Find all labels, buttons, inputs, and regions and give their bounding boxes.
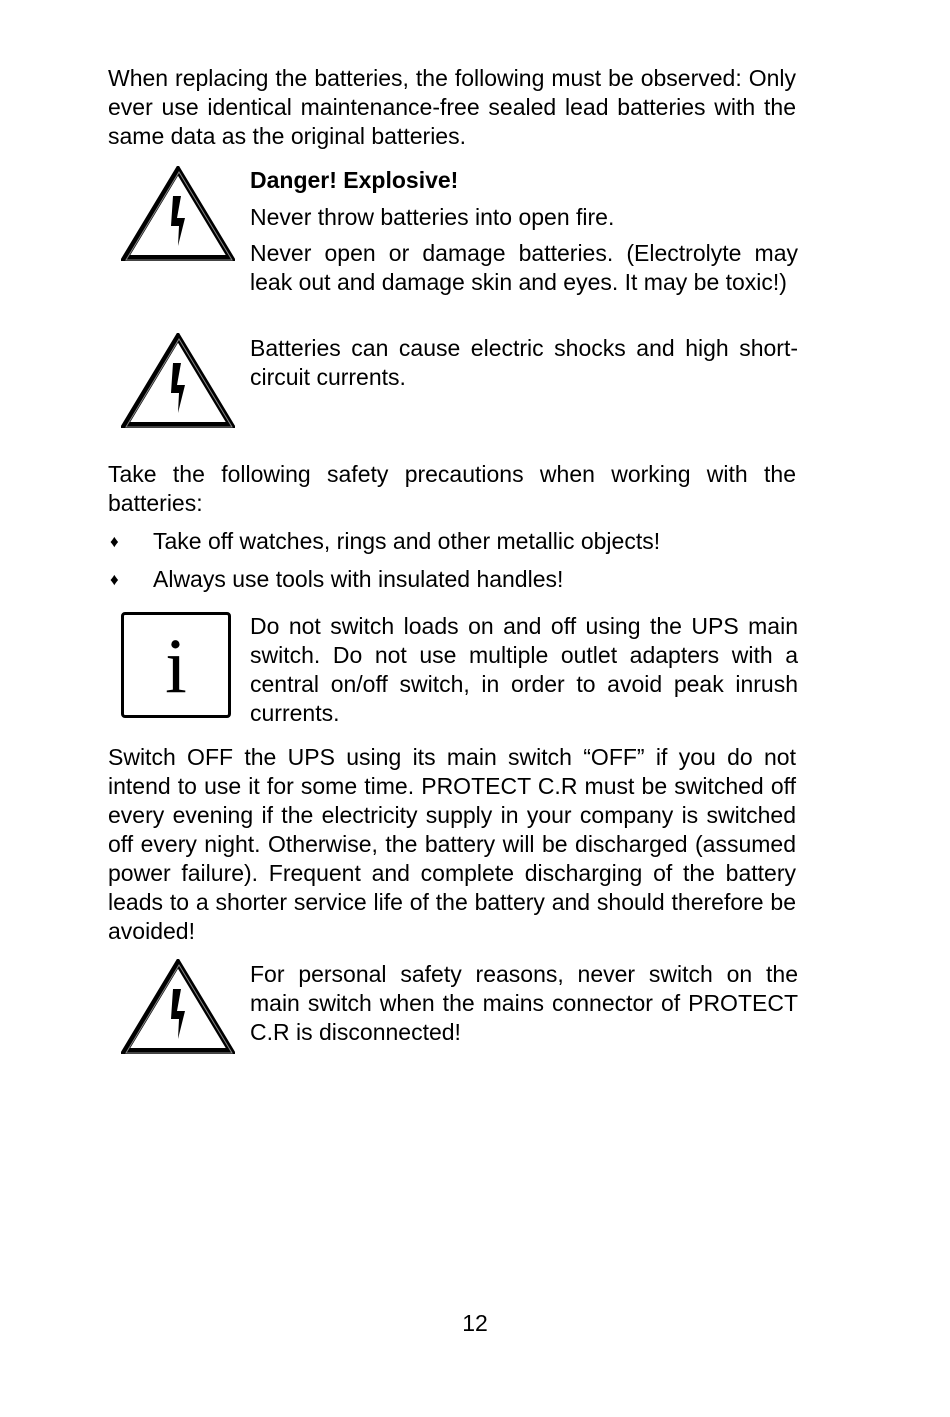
intro-paragraph: When replacing the batteries, the following must be observed: Only ever use identical maintenance-free sealed lead batteries with the same data as the original batteries. — [108, 65, 796, 149]
bullet-diamond-icon: ♦ — [110, 532, 119, 551]
warning-fire-text: Never throw batteries into open fire. — [250, 204, 615, 230]
warning-shock-text: Batteries can cause electric shocks and high short-circuit currents. — [250, 335, 798, 390]
info-note-text: Do not switch loads on and off using the UPS main switch. Do not use multiple outlet adapters with a central on/off switch, in order to avoid peak inrush currents. — [250, 613, 798, 726]
info-icon — [121, 612, 231, 718]
list-item-text: Take off watches, rings and other metallic objects! — [153, 528, 661, 554]
info-letter: i — [165, 622, 187, 709]
page-number: 12 — [462, 1310, 488, 1336]
bullet-diamond-icon: ♦ — [110, 570, 119, 589]
warning-damage-text: Never open or damage batteries. (Electrolyte may leak out and damage skin and eyes. It may be toxic!) — [250, 240, 798, 295]
list-item-text: Always use tools with insulated handles! — [153, 566, 564, 592]
danger-heading: Danger! Explosive! — [250, 167, 459, 193]
precautions-intro: Take the following safety precautions when working with the batteries: — [108, 461, 796, 516]
electric-hazard-warning-icon — [121, 959, 235, 1055]
electric-hazard-warning-icon — [121, 166, 235, 262]
switch-off-paragraph: Switch OFF the UPS using its main switch “OFF” if you do not intend to use it for some time. PROTECT C.R must be switched off every evening if the electricity supply in your company is switched off every night. Otherwise, the battery will be discharged (assumed power failure). Frequent and complete discharging of the battery leads to a shorter service life of the battery and should therefore be avoided! — [108, 744, 796, 944]
main-switch-warning-text: For personal safety reasons, never switch on the main switch when the mains connector of PROTECT C.R is disconnected! — [250, 961, 798, 1045]
electric-hazard-warning-icon — [121, 333, 235, 429]
